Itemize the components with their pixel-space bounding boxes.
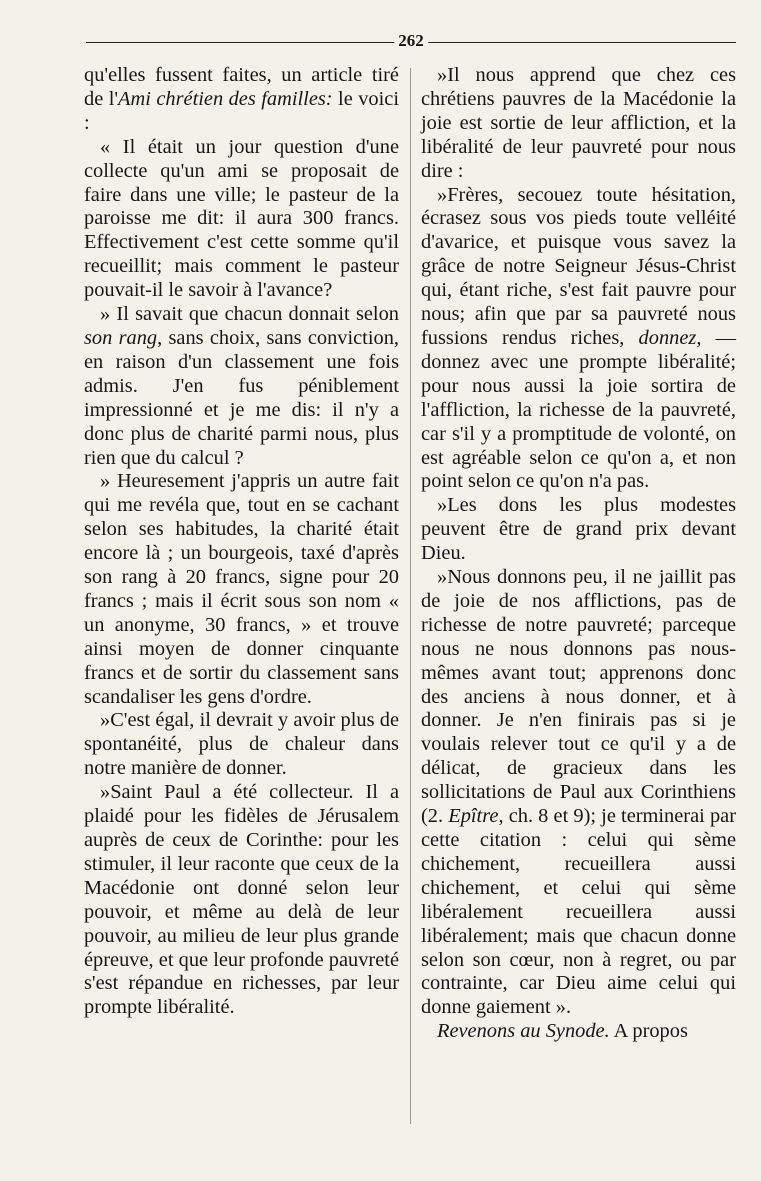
column-divider xyxy=(410,68,411,1124)
page-number: 262 xyxy=(394,30,428,52)
left-column xyxy=(84,64,399,1020)
paragraph: qu'elles fussent faites, un article tiré de l'Ami chrétien des familles: le voici : xyxy=(84,64,399,134)
paragraph: »Il nous apprend que chez ces chrétiens pauvres de la Macédonie la joie est sortie de leur affliction, et la libéralité de leur pauvreté pour nous dire : xyxy=(421,64,736,182)
page-header xyxy=(86,30,736,54)
paragraph: » Heuresement j'appris un autre fait qui me revéla que, tout en se cachant selon ses habitudes, la charité était encore là ; un bourgeois, taxé d'après son rang à 20 francs, signe pour 20 francs ; mais il écrit sous son nom « un anonyme, 30 francs, » et trouve ainsi moyen de donner cinquante francs et de sortir du classement sans scandaliser les gens d'ordre. xyxy=(84,470,399,708)
paragraph: » Il savait que chacun donnait selon son rang, sans choix, sans conviction, en raison d'un classement une fois admis. J'en fus péniblement impressionné et je me dis: il n'y a donc plus de charité parmi nous, plus rien que du calcul ? xyxy=(84,303,399,469)
paragraph: »Les dons les plus modestes peuvent être de grand prix devant Dieu. xyxy=(421,494,736,565)
paragraph: »Saint Paul a été collecteur. Il a plaidé pour les fidèles de Jérusalem auprès de ceux de Corinthe: pour les stimuler, il leur raconte que ceux de la Macédonie ont donné selon leur pouvoir, et même au delà de leur pouvoir, au milieu de leur plus grande épreuve, et que leur profonde pauvreté s'est répandue en richesses, par leur prompte libéralité. xyxy=(84,781,399,1019)
paragraph: »Nous donnons peu, il ne jaillit pas de joie de nos afflictions, pas de richesse de notre pauvreté; parceque nous ne nous donnons pas nous-mêmes avant tout; apprenons donc des anciens à nous donner, et à donner. Je n'en finirais pas si je voulais relever tout ce qu'il y a de délicat, de gracieux dans les sollicitations de Paul aux Corinthiens (2. Epître, ch. 8 et 9); je terminerai par cette citation : celui qui sème chichement, recueillera aussi chichement, et celui qui sème libéralement recueillera aussi libéralement; mais que chacun donne selon son cœur, non à regret, ou par contrainte, car Dieu aime celui qui donne gaiement ». xyxy=(421,566,736,1019)
right-column xyxy=(421,64,736,1044)
paragraph: « Il était un jour question d'une collecte qu'un ami se proposait de faire dans une ville; le pasteur de la paroisse me dit: il aura 300 francs. Effectivement c'est cette somme qu'il recueillit; mais comment le pasteur pouvait-il le savoir à l'avance? xyxy=(84,135,399,302)
paragraph: »C'est égal, il devrait y avoir plus de spontanéité, plus de chaleur dans notre manière de donner. xyxy=(84,709,399,780)
paragraph: Revenons au Synode. A propos xyxy=(437,1020,688,1043)
paragraph: »Frères, secouez toute hésitation, écrasez sous vos pieds toute velléité d'avarice, et puisque vous savez la grâce de notre Seigneur Jésus-Christ qui, étant riche, s'est fait pauvre pour nous; afin que par sa pauvreté nous fussions rendus riches, donnez, — donnez avec une prompte libéralité; pour nous aussi la joie sortira de l'affliction, la richesse de la pauvreté, car s'il y a promptitude de volonté, on est agréable selon ce qu'on a, et non point selon ce qu'on n'a pas. xyxy=(421,183,736,493)
